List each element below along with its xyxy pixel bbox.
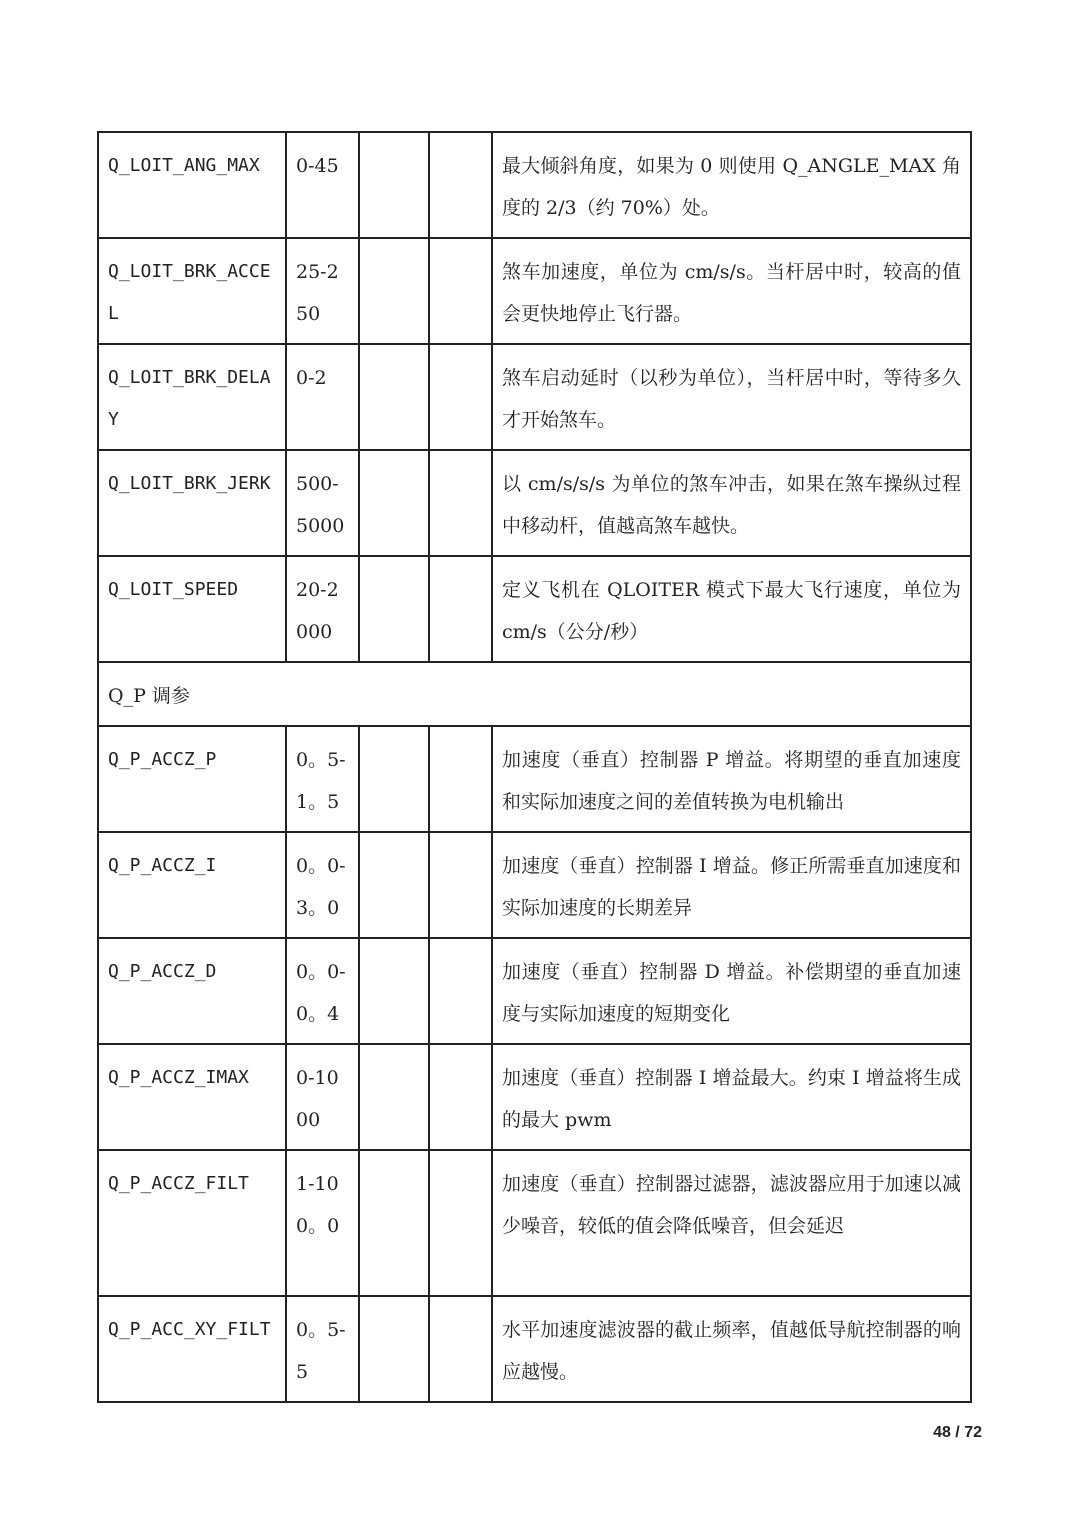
table-row	[98, 1150, 971, 1296]
param-col3	[359, 726, 429, 832]
param-col3	[359, 450, 429, 556]
param-col3	[359, 938, 429, 1044]
param-description: 煞车启动延时（以秒为单位），当杆居中时，等待多久才开始煞车。	[492, 344, 971, 450]
param-name: Q_P_ACCZ_P	[98, 726, 286, 832]
param-col4	[429, 132, 492, 238]
param-description: 加速度（垂直）控制器 I 增益。修正所需垂直加速度和实际加速度的长期差异	[492, 832, 971, 938]
param-description: 加速度（垂直）控制器 P 增益。将期望的垂直加速度和实际加速度之间的差值转换为电机输出	[492, 726, 971, 832]
param-range: 0。0-0。4	[286, 938, 359, 1044]
param-range: 0-1000	[286, 1044, 359, 1150]
param-name: Q_LOIT_BRK_JERK	[98, 450, 286, 556]
param-description: 煞车加速度，单位为 cm/s/s。当杆居中时，较高的值会更快地停止飞行器。	[492, 238, 971, 344]
param-range: 0。5-1。5	[286, 726, 359, 832]
section-title: Q_P 调参	[98, 662, 971, 726]
table-row	[98, 1296, 971, 1402]
table-row	[98, 556, 971, 662]
param-name: Q_LOIT_BRK_ACCEL	[98, 238, 286, 344]
param-range: 20-2000	[286, 556, 359, 662]
page-number: 48 / 72	[933, 1424, 982, 1441]
table-row	[98, 450, 971, 556]
param-col3	[359, 832, 429, 938]
param-col4	[429, 450, 492, 556]
param-name: Q_P_ACC_XY_FILT	[98, 1296, 286, 1402]
parameter-table	[97, 131, 972, 1403]
param-col3	[359, 344, 429, 450]
table-row	[98, 832, 971, 938]
param-name: Q_P_ACCZ_D	[98, 938, 286, 1044]
param-range: 0。0-3。0	[286, 832, 359, 938]
param-name: Q_LOIT_BRK_DELAY	[98, 344, 286, 450]
param-name: Q_P_ACCZ_I	[98, 832, 286, 938]
param-description: 加速度（垂直）控制器 I 增益最大。约束 I 增益将生成的最大 pwm	[492, 1044, 971, 1150]
param-col3	[359, 1296, 429, 1402]
section-row	[98, 662, 971, 726]
param-description: 定义飞机在 QLOITER 模式下最大飞行速度，单位为 cm/s（公分/秒）	[492, 556, 971, 662]
param-col4	[429, 344, 492, 450]
param-col4	[429, 1044, 492, 1150]
param-col4	[429, 1296, 492, 1402]
table-row	[98, 726, 971, 832]
param-name: Q_LOIT_ANG_MAX	[98, 132, 286, 238]
param-col4	[429, 1150, 492, 1296]
param-description: 水平加速度滤波器的截止频率，值越低导航控制器的响应越慢。	[492, 1296, 971, 1402]
param-col4	[429, 832, 492, 938]
param-description: 以 cm/s/s/s 为单位的煞车冲击，如果在煞车操纵过程中移动杆，值越高煞车越快。	[492, 450, 971, 556]
param-description: 加速度（垂直）控制器 D 增益。补偿期望的垂直加速度与实际加速度的短期变化	[492, 938, 971, 1044]
param-name: Q_LOIT_SPEED	[98, 556, 286, 662]
param-col3	[359, 1150, 429, 1296]
param-range: 1-100。0	[286, 1150, 359, 1296]
param-col3	[359, 238, 429, 344]
param-name: Q_P_ACCZ_IMAX	[98, 1044, 286, 1150]
param-range: 0-45	[286, 132, 359, 238]
param-col4	[429, 556, 492, 662]
param-description: 加速度（垂直）控制器过滤器，滤波器应用于加速以减少噪音，较低的值会降低噪音，但会延迟	[492, 1150, 971, 1296]
param-name: Q_P_ACCZ_FILT	[98, 1150, 286, 1296]
param-range: 0。5-5	[286, 1296, 359, 1402]
param-col4	[429, 238, 492, 344]
table-row	[98, 938, 971, 1044]
param-range: 500-5000	[286, 450, 359, 556]
param-range: 25-250	[286, 238, 359, 344]
param-col3	[359, 132, 429, 238]
table-row	[98, 1044, 971, 1150]
table-row	[98, 344, 971, 450]
param-col4	[429, 726, 492, 832]
param-col3	[359, 556, 429, 662]
table-row	[98, 132, 971, 238]
param-description: 最大倾斜角度，如果为 0 则使用 Q_ANGLE_MAX 角度的 2/3（约 70%）处。	[492, 132, 971, 238]
param-range: 0-2	[286, 344, 359, 450]
param-col3	[359, 1044, 429, 1150]
table-row	[98, 238, 971, 344]
param-col4	[429, 938, 492, 1044]
